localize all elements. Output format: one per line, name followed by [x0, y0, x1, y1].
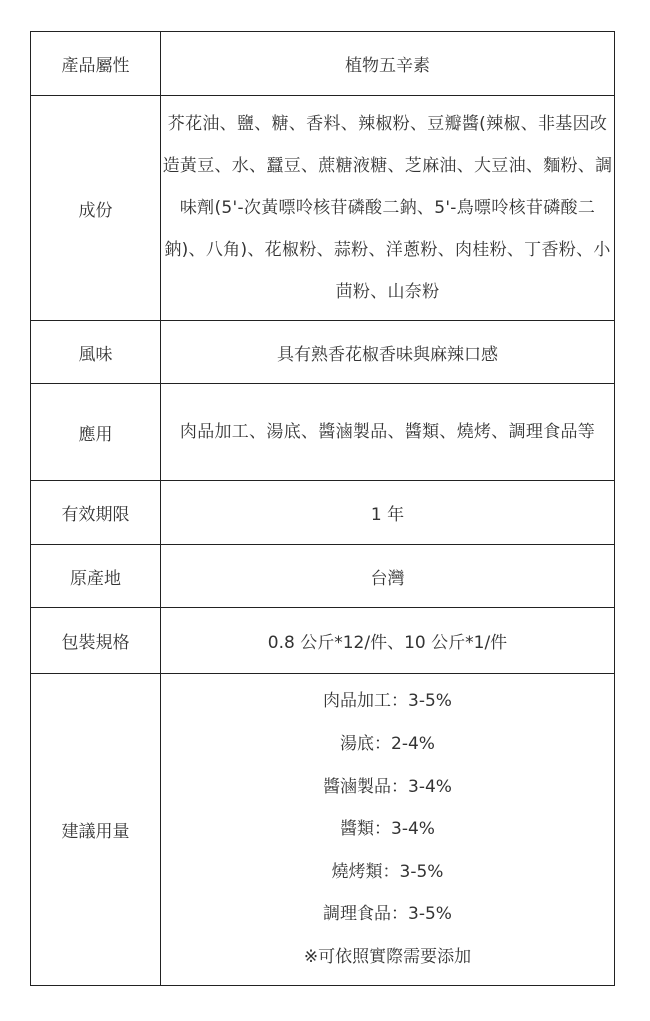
dosage-line: 醬類：3-4%	[340, 819, 435, 840]
dosage-note: ※可依照實際需要添加	[303, 946, 472, 967]
dosage-value	[161, 674, 615, 986]
dosage-label: 建議用量	[31, 674, 161, 986]
row-attribute	[31, 32, 615, 96]
ingredients-value: 芥花油、鹽、糖、香料、辣椒粉、豆瓣醬(辣椒、非基因改造黃豆、水、蠶豆、蔗糖液糖、芝麻油、大豆油、麵粉、調味劑(5'-次黃嘌呤核苷磷酸二鈉、5'-鳥嘌呤核苷磷酸二鈉)、八角)、花椒粉、蒜粉、洋蔥粉、肉桂粉、丁香粉、小茴粉、山奈粉	[161, 96, 615, 321]
attribute-label: 產品屬性	[31, 32, 161, 96]
row-origin	[31, 545, 615, 608]
dosage-line: 肉品加工：3-5%	[323, 691, 452, 712]
packaging-value: 0.8 公斤*12/件、10 公斤*1/件	[161, 608, 615, 674]
ingredients-label: 成份	[31, 96, 161, 321]
product-spec-table	[30, 31, 615, 986]
dosage-line: 燒烤類：3-5%	[331, 861, 444, 882]
origin-label: 原產地	[31, 545, 161, 608]
application-value: 肉品加工、湯底、醬滷製品、醬類、燒烤、調理食品等	[161, 384, 615, 481]
packaging-label: 包裝規格	[31, 608, 161, 674]
row-ingredients	[31, 96, 615, 321]
row-application	[31, 384, 615, 481]
row-flavor	[31, 321, 615, 384]
shelf-life-label: 有效期限	[31, 481, 161, 545]
flavor-value: 具有熟香花椒香味與麻辣口感	[161, 321, 615, 384]
row-shelf-life	[31, 481, 615, 545]
dosage-line: 醬滷製品：3-4%	[323, 776, 452, 797]
row-packaging	[31, 608, 615, 674]
attribute-value: 植物五辛素	[161, 32, 615, 96]
origin-value: 台灣	[161, 545, 615, 608]
shelf-life-value: 1 年	[161, 481, 615, 545]
row-dosage	[31, 674, 615, 986]
dosage-line: 調理食品：3-5%	[323, 904, 452, 925]
application-label: 應用	[31, 384, 161, 481]
flavor-label: 風味	[31, 321, 161, 384]
dosage-line: 湯底：2-4%	[340, 734, 435, 755]
